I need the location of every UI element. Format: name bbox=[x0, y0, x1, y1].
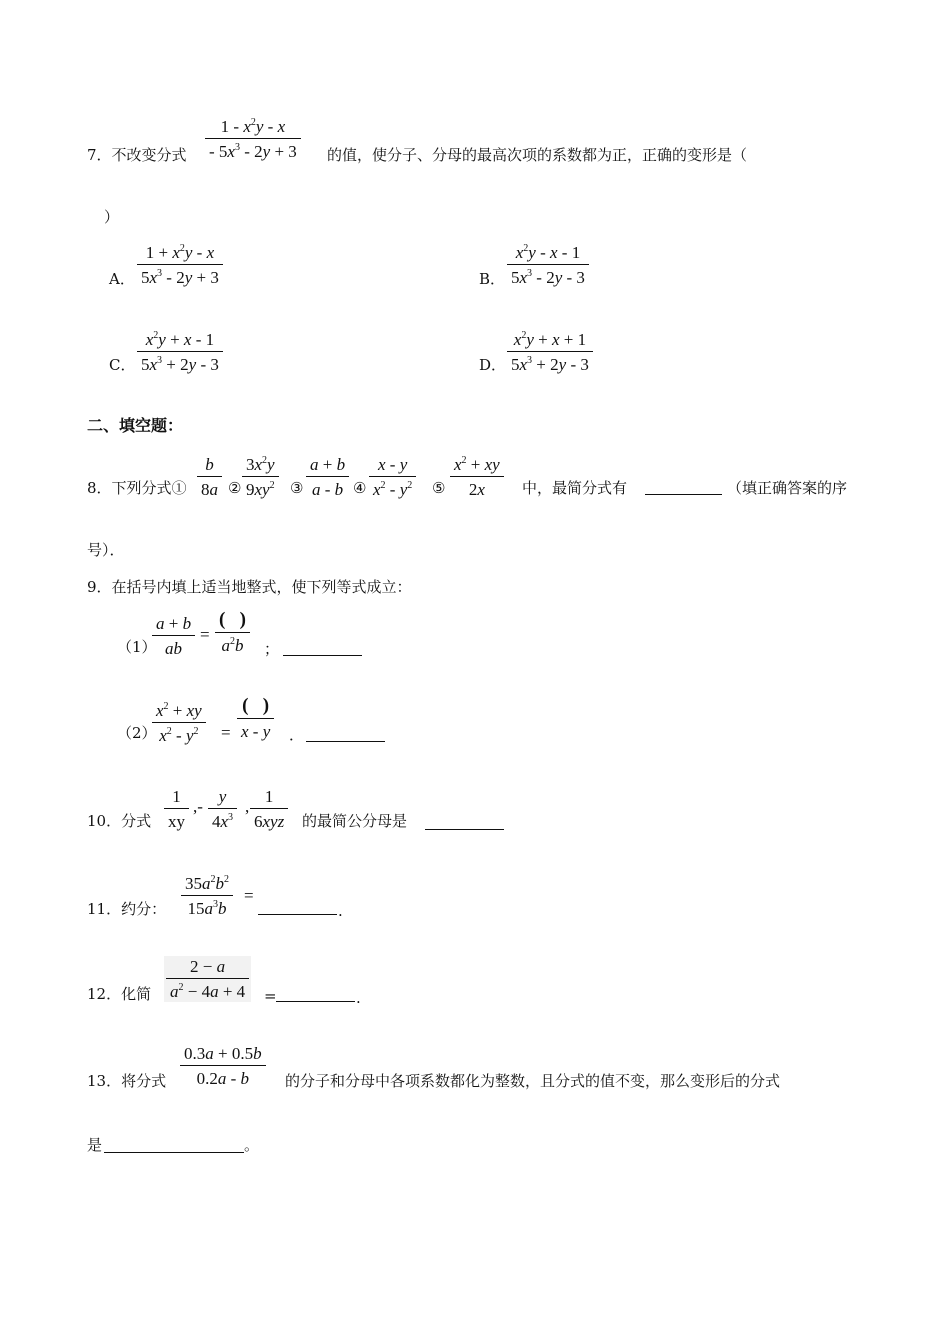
q12-fraction: 2 − a $a^2 - 4a + 4$ bbox=[164, 956, 251, 1002]
mark-2: ② bbox=[228, 479, 242, 497]
q9-part1-lhs: a + b ab bbox=[152, 615, 195, 657]
option-b-fraction: $x^2y$ - x - 1 $5x^3 - 2y - 3$ bbox=[507, 244, 589, 286]
q9-part1-rhs: ( ) $a^2b$ bbox=[215, 610, 250, 654]
fraction-denominator: - $5x^3 - 2y + 3$ bbox=[209, 142, 297, 161]
option-a-fraction: $1 + x^2y - x$ $5x^3 - 2y + 3$ bbox=[137, 244, 223, 286]
option-c-label: C． bbox=[109, 356, 136, 374]
question-7-close-paren: ） bbox=[104, 208, 120, 226]
question-13-prefix: 13．将分式 bbox=[87, 1072, 167, 1090]
question-13-suffix: 的分子和分母中各项系数都化为整数，且分式的值不变，那么变形后的分式 bbox=[285, 1072, 781, 1090]
q9-part1-tail: ； bbox=[264, 640, 280, 658]
q11-fraction: $35a^2b^2$ $15a^3b$ bbox=[181, 875, 233, 917]
question-7-fraction bbox=[205, 118, 301, 160]
option-d-fraction: $x^2y + x + 1$ $5x^3 + 2y - 3$ bbox=[507, 331, 593, 373]
option-c-fraction: $x^2y + x - 1$ $5x^3 + 2y - 3$ bbox=[137, 331, 223, 373]
comma: , bbox=[245, 797, 250, 816]
question-10-prefix: 10．分式 bbox=[87, 812, 152, 830]
q9-part2-label: （2） bbox=[117, 724, 157, 742]
answer-blank-q11[interactable] bbox=[258, 914, 337, 915]
mark-4: ④ bbox=[353, 479, 367, 497]
q9-part2-lhs: $x^2$ + xy $x^2 - y^2$ bbox=[152, 702, 206, 744]
question-11-suffix: . bbox=[338, 902, 343, 920]
q9-part2-tail: ． bbox=[289, 726, 305, 744]
answer-blank-q9-1[interactable] bbox=[283, 655, 362, 656]
question-7-text bbox=[87, 148, 187, 163]
question-12-suffix: . bbox=[356, 989, 361, 1007]
answer-blank-q13[interactable] bbox=[104, 1152, 244, 1153]
q8-fraction-4: x - y $x^2 - y^2$ bbox=[369, 456, 416, 498]
question-10-suffix: 的最简公分母是 bbox=[302, 812, 408, 830]
equals-sign: = bbox=[244, 886, 254, 905]
answer-blank-q12[interactable] bbox=[276, 1001, 355, 1002]
question-number: 7． bbox=[87, 146, 112, 164]
answer-blank-q8[interactable] bbox=[645, 494, 722, 495]
equals-sign: = bbox=[221, 723, 231, 742]
question-8-line2: 号）． bbox=[87, 541, 125, 559]
mark-1: ① bbox=[171, 479, 187, 497]
question-13-end: 。 bbox=[244, 1136, 260, 1154]
fraction-numerator: $1 - x^2y$ - x bbox=[220, 117, 286, 136]
option-b-label: B． bbox=[479, 270, 506, 288]
question-11-prefix: 11．约分： bbox=[87, 900, 167, 918]
question-8-suffix: （填正确答案的序 bbox=[727, 479, 848, 497]
answer-blank-q9-2[interactable] bbox=[306, 741, 385, 742]
question-8-middle: 中，最简分式有 bbox=[522, 479, 628, 497]
question-8-prefix: 8．下列分式① bbox=[87, 479, 187, 497]
question-9-text: 9．在括号内填上适当地整式，使下列等式成立： bbox=[87, 578, 412, 596]
q8-fraction-2: $3x^2y$ $9xy^2$ bbox=[242, 456, 279, 498]
q13-fraction: 0.3a + 0.5b 0.2a - b bbox=[180, 1045, 266, 1087]
question-13-line2: 是 bbox=[87, 1136, 103, 1154]
equals-sign: = bbox=[200, 625, 210, 644]
answer-blank-q10[interactable] bbox=[425, 829, 504, 830]
q10-fraction-3: 1 6xyz bbox=[250, 788, 288, 830]
question-12-prefix: 12．化简 bbox=[87, 985, 152, 1003]
option-d-label: D． bbox=[479, 356, 507, 374]
section-heading: 二、填空题： bbox=[87, 416, 184, 435]
q10-fraction-2: y $4x^3$ bbox=[208, 788, 237, 830]
q9-part1-label: （1） bbox=[117, 638, 157, 656]
question-7-suffix: 的值，使分子、分母的最高次项的系数都为正，正确的变形是（ bbox=[327, 146, 748, 164]
q8-fraction-5: $x^2$ + xy 2x bbox=[450, 456, 504, 498]
q10-fraction-1: 1 xy bbox=[164, 788, 189, 830]
q9-part2-rhs: ( ) x - y bbox=[237, 696, 274, 740]
mark-5: ⑤ bbox=[432, 479, 446, 497]
comma-minus: ,- bbox=[193, 797, 203, 816]
q8-fraction-3: a + b a - b bbox=[306, 456, 349, 498]
q8-fraction-1: b 8a bbox=[197, 456, 222, 498]
equals-sign: = bbox=[264, 987, 277, 1005]
option-a-label: A． bbox=[109, 270, 135, 288]
question-prefix: 不改变分式 bbox=[111, 146, 187, 164]
mark-3: ③ bbox=[290, 479, 304, 497]
